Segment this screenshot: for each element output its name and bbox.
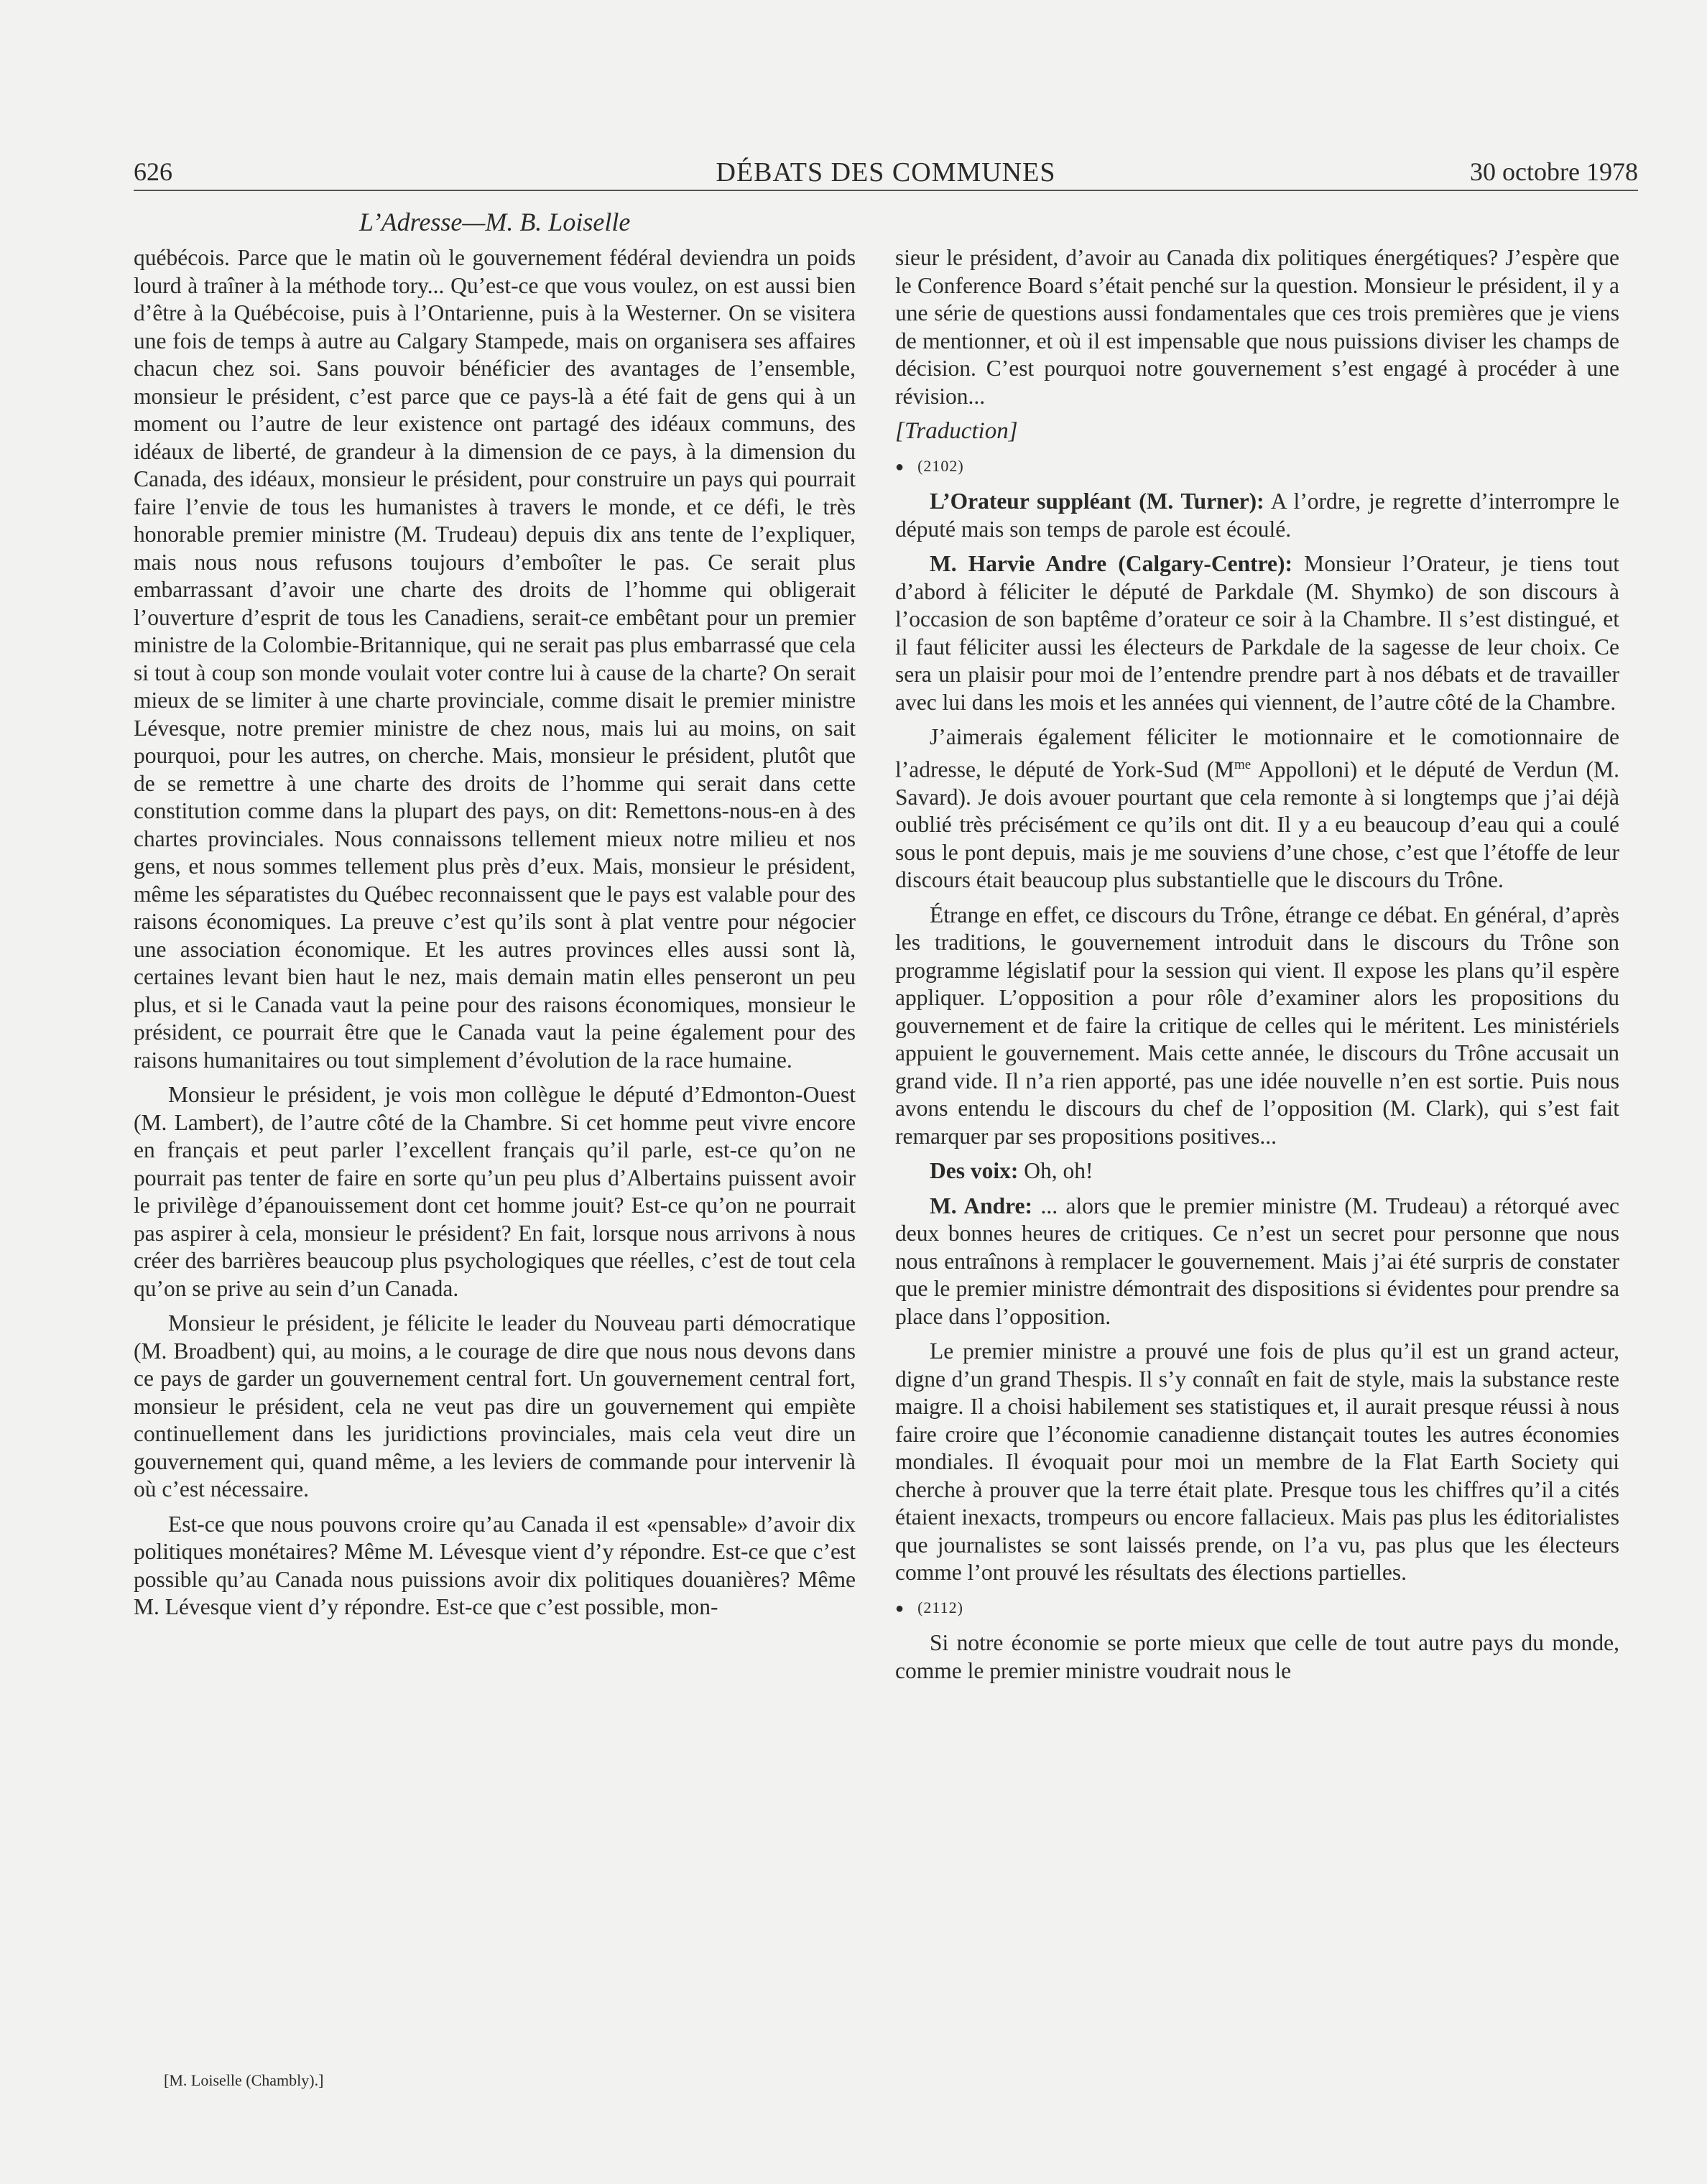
paragraph: Le premier ministre a prouvé une fois de plus qu’il est un grand acteur, digne d’un grand Thespis. Il s’y connaît en fait de style, mais la substance reste maigre. Il a choisi habilement ses statistiques et, il aurait presque réussi à nous faire croire que l’économie canadienne distançait toutes les autres économies mondiales. Il évoquait pour moi un membre de la Flat Earth Society qui cherche à prouver que la terre était plate. Presque tous les chiffres qu’il a cités étaient inexacts, trompeurs ou encore fallacieux. Mais pas plus les éditorialistes que journalistes se sont laissés prende, on l’a vu, pas plus que les électeurs comme l’ont prouvé les résultats des élections partielles. [895, 1338, 1619, 1585]
speech-paragraph [895, 488, 1619, 543]
paragraph [895, 723, 1619, 894]
page-date: 30 octobre 1978 [1470, 157, 1638, 186]
speaker-footnote: [M. Loiselle (Chambly).] [164, 2071, 324, 2089]
speech-text: ... alors que le premier ministre (M. Trudeau) a rétorqué avec deux bonnes heures de critiques. Ce n’est un secret pour personne que nous nous entraînons à remplacer le gouvernement. Mais j’ai été surpris de constater que le premier ministre démontrait des dispositions si évidentes pour prendre sa place dans l’opposition. [895, 1193, 1619, 1329]
page-number: 626 [134, 157, 172, 186]
time-stamp: ● (2112) [895, 1594, 1619, 1623]
speech-paragraph [895, 1157, 1619, 1185]
paragraph: Étrange en effet, ce discours du Trône, étrange ce débat. En général, d’après les traditions, le gouvernement introduit dans le discours du Trône son programme législatif pour la session qui vient. Il expose les plans qu’il espère appliquer. L’opposition a pour rôle d’examiner alors les propositions du gouvernement et de faire la critique de celles qui le méritent. Les ministériels appuient le gouvernement. Mais cette année, le discours du Trône accusait un grand vide. Il n’a rien apporté, pas une idée nouvelle n’en est sortie. Puis nous avons entendu le discours du chef de l’opposition (M. Clark), qui s’est fait remarquer par ses propositions positives... [895, 902, 1619, 1149]
speaker-name: M. Andre: [930, 1193, 1032, 1218]
speech-paragraph [895, 1193, 1619, 1331]
time-stamp: ● (2102) [895, 453, 1619, 481]
running-head: L’Adresse—M. B. Loiselle [359, 208, 631, 236]
speaker-name: Des voix: [930, 1158, 1019, 1183]
speaker-name: M. Harvie Andre (Calgary-Centre): [930, 551, 1292, 576]
speech-paragraph [895, 550, 1619, 716]
paragraph: Est-ce que nous pouvons croire qu’au Canada il est «pensable» d’avoir dix politiques monétaires? Même M. Lévesque vient d’y répondre. Est-ce que c’est possible qu’au Canada nous puissions avoir dix politiques douanières? Même M. Lévesque vient d’y répondre. Est-ce que c’est possible, mon- [134, 1511, 856, 1619]
page-header [134, 154, 1638, 191]
paragraph: sieur le président, d’avoir au Canada dix politiques énergétiques? J’espère que le Conference Board s’était penché sur la question. Monsieur le président, il y a une série de questions aussi fondamentales que ces trois premières que je viens de mentionner, et où il est impensable que nous puissions diviser les champs de décision. C’est pourquoi notre gouvernement s’est engagé à procéder à une révision... [895, 245, 1619, 409]
paragraph: Si notre économie se porte mieux que celle de tout autre pays du monde, comme le premier ministre voudrait nous le [895, 1630, 1619, 1683]
right-column [895, 244, 1619, 1692]
publication-title: DÉBATS DES COMMUNES [716, 157, 1056, 188]
text-run: Appolloni) et le député de Verdun (M. Savard). Je dois avouer pourtant que cela remonte à si longtemps que j’ai déjà oublié très précisément ce qu’ils ont dit. Il y a eu beaucoup d’eau qui a coulé sous le pont depuis, mais je me souviens d’une chose, c’est que l’étoffe de leur discours était beaucoup plus substantielle que le discours du Trône. [895, 756, 1619, 892]
paragraph: Monsieur le président, je vois mon collègue le député d’Edmonton-Ouest (M. Lambert), de l’autre côté de la Chambre. Si cet homme peut vivre encore en français et peut parler l’excellent français qu’il parle, est-ce qu’on ne pourrait pas tenter de faire en sorte qu’un peu plus d’Albertains puissent avoir le privilège d’épanouissement dont cet homme jouit? Est-ce qu’on ne pourrait pas aspirer à cela, monsieur le président? En fait, lorsque nous arrivons à nous créer des barrières beaucoup plus psychologiques que réelles, c’est de tout cela qu’on se prive au sein d’un Canada. [134, 1082, 856, 1301]
paragraph: Monsieur le président, je félicite le leader du Nouveau parti démocratique (M. Broadbent) qui, au moins, a le courage de dire que nous nous devons dans ce pays de garder un gouvernement central fort. Un gouvernement central fort, monsieur le président, cela ne veut pas dire un gouvernement qui empiète continuellement dans les juridictions provinciales, mais cela veut dire un gouvernement qui, quand même, a les leviers de commande pour intervenir là où c’est nécessaire. [134, 1310, 856, 1502]
translation-marker: [Traduction] [895, 418, 1018, 444]
speaker-name: L’Orateur suppléant (M. Turner): [930, 489, 1264, 514]
text-run: J’aimerais également féliciter le motionnaire et le comotionnaire de l’adresse, le député de York-Sud (M [895, 724, 1619, 782]
superscript: me [1234, 756, 1252, 772]
speech-text: A l’ordre, je regrette d’interrompre le député mais son temps de parole est écoulé. [895, 489, 1620, 542]
speech-text: Monsieur l’Orateur, je tiens tout d’abord à féliciter le député de Parkdale (M. Shymko) de son discours à l’occasion de son baptême d’orateur ce soir à la Chambre. Il s’est distingué, et il faut féliciter aussi les électeurs de Parkdale de la sagesse de leur choix. Ce sera un plaisir pour moi de l’entendre prendre part à nos débats et de travailler avec lui dans les mois et les années qui viennent, de l’autre côté de la Chambre. [895, 551, 1619, 715]
left-column [134, 244, 856, 1629]
speech-text: Oh, oh! [1018, 1158, 1093, 1183]
paragraph: québécois. Parce que le matin où le gouvernement fédéral deviendra un poids lourd à traîner à la méthode tory... Qu’est-ce que vous voulez, on est aussi bien d’être à la Québécoise, puis à l’Ontarienne, puis à la Westerner. On se visitera une fois de temps à autre au Calgary Stampede, mais on organisera ses affaires chacun chez soi. Sans pouvoir bénéficier des avantages de l’ensemble, monsieur le président, c’est parce que ce pays-là a été fait de gens qui à un moment ou l’autre de leur existence ont partagé des idéaux communs, des idéaux de liberté, de grandeur à la dimension de ce pays, à la dimension du Canada, des idéaux, monsieur le président, pour construire un pays qui pourrait faire l’envie de tous les humanistes à travers le monde, et ce défi, le très honorable premier ministre (M. Trudeau) depuis dix ans tente de l’expliquer, mais nous nous refusons toujours d’emboîter le pas. Ce serait plus embarrassant d’avoir une charte des droits de l’homme qui obligerait l’ouverture d’esprit de tous les Canadiens, serait-ce embêtant pour un premier ministre de la Colombie-Britannique, qui ne serait pas plus embarrassé que cela si tout à coup son monde voulait voter contre lui à cause de la charte? On serait mieux de se limiter à une charte provinciale, comme disait le premier ministre Lévesque, notre premier ministre de chez nous, mais lui au moins, on sait pourquoi, pour les autres, on cherche. Mais, monsieur le président, plutôt que de se remettre à une charte des droits de l’homme qui serait dans cette constitution comme dans la plupart des pays, on dit: Remettons-nous-en à des chartes provinciales. Nous connaissons tellement mieux notre milieu et nos gens, et nous sommes tellement plus près d’eux. Mais, monsieur le président, même les séparatistes du Québec reconnaissent que le pays est valable pour des raisons économiques. La preuve c’est qu’ils sont à plat ventre pour négocier une association économique. Et les autres provinces elles aussi sont là, certaines levant bien haut le nez, mais demain matin elles penseront un peu plus, et si le Canada vaut la peine pour des raisons économiques, monsieur le président, ce pourrait être que le Canada vaut la peine également pour des raisons humanitaires ou tout simplement d’évolution de la race humaine. [134, 245, 856, 1073]
